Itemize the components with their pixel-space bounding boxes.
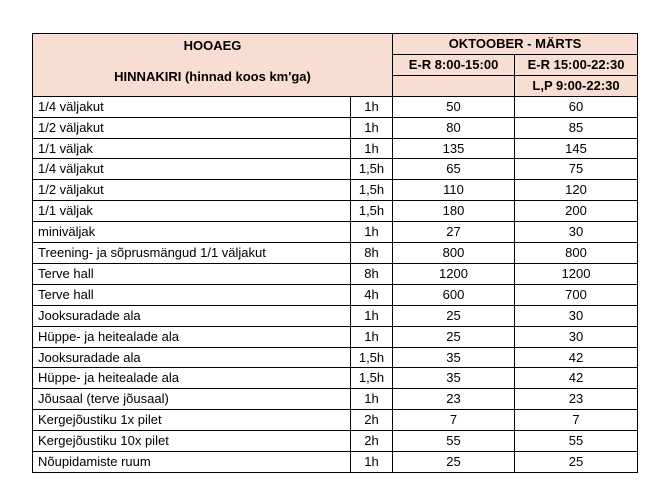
weekday-price-cell: 800 <box>393 243 515 264</box>
item-name-cell: 1/2 väljakut <box>33 117 351 138</box>
evening-hours-header-line2: L,P 9:00-22:30 <box>515 75 638 96</box>
item-name-cell: 1/2 väljakut <box>33 180 351 201</box>
duration-cell: 1h <box>351 138 393 159</box>
table-row <box>33 368 638 389</box>
evening-price-cell: 145 <box>515 138 638 159</box>
evening-price-cell: 120 <box>515 180 638 201</box>
duration-cell: 1h <box>351 389 393 410</box>
duration-cell: 1h <box>351 326 393 347</box>
weekday-price-cell: 65 <box>393 159 515 180</box>
season-label: HOOAEG <box>183 38 242 53</box>
evening-price-cell: 30 <box>515 326 638 347</box>
table-row <box>33 263 638 284</box>
item-name-cell: Terve hall <box>33 263 351 284</box>
evening-price-cell: 60 <box>515 96 638 117</box>
table-row <box>33 201 638 222</box>
season-period: OKTOOBER - MÄRTS <box>393 34 638 55</box>
table-row <box>33 452 638 473</box>
item-name-cell: miniväljak <box>33 222 351 243</box>
weekday-price-cell: 7 <box>393 410 515 431</box>
item-name-cell: Nõupidamiste ruum <box>33 452 351 473</box>
table-row <box>33 117 638 138</box>
header-row <box>33 34 638 55</box>
price-list-title: HINNAKIRI (hinnad koos km'ga) <box>114 69 311 84</box>
weekday-price-cell: 35 <box>393 347 515 368</box>
duration-cell: 1h <box>351 452 393 473</box>
table-row <box>33 326 638 347</box>
table-row <box>33 180 638 201</box>
table-row <box>33 138 638 159</box>
weekday-price-cell: 25 <box>393 305 515 326</box>
weekday-price-cell: 110 <box>393 180 515 201</box>
price-table <box>32 33 638 473</box>
duration-cell: 1h <box>351 117 393 138</box>
weekday-price-cell: 1200 <box>393 263 515 284</box>
header-title-cell <box>33 34 393 97</box>
table-row <box>33 222 638 243</box>
item-name-cell: 1/4 väljakut <box>33 96 351 117</box>
table-row <box>33 431 638 452</box>
evening-price-cell: 200 <box>515 201 638 222</box>
duration-cell: 8h <box>351 243 393 264</box>
item-name-cell: 1/4 väljakut <box>33 159 351 180</box>
weekday-price-cell: 50 <box>393 96 515 117</box>
table-row <box>33 284 638 305</box>
evening-price-cell: 700 <box>515 284 638 305</box>
duration-cell: 1h <box>351 96 393 117</box>
weekday-price-cell: 35 <box>393 368 515 389</box>
weekday-price-cell: 135 <box>393 138 515 159</box>
item-name-cell: Jooksuradade ala <box>33 305 351 326</box>
table-row <box>33 347 638 368</box>
evening-price-cell: 800 <box>515 243 638 264</box>
table-row <box>33 96 638 117</box>
item-name-cell: Kergejõustiku 1x pilet <box>33 410 351 431</box>
item-name-cell: 1/1 väljak <box>33 138 351 159</box>
weekday-price-cell: 25 <box>393 452 515 473</box>
weekday-price-cell: 23 <box>393 389 515 410</box>
weekday-price-cell: 600 <box>393 284 515 305</box>
duration-cell: 8h <box>351 263 393 284</box>
evening-price-cell: 42 <box>515 368 638 389</box>
weekday-price-cell: 27 <box>393 222 515 243</box>
evening-price-cell: 1200 <box>515 263 638 284</box>
table-row <box>33 159 638 180</box>
weekday-hours-header-blank <box>393 75 515 96</box>
duration-cell: 1h <box>351 305 393 326</box>
evening-price-cell: 85 <box>515 117 638 138</box>
evening-price-cell: 30 <box>515 222 638 243</box>
evening-price-cell: 30 <box>515 305 638 326</box>
duration-cell: 2h <box>351 431 393 452</box>
evening-price-cell: 7 <box>515 410 638 431</box>
duration-cell: 1,5h <box>351 180 393 201</box>
duration-cell: 4h <box>351 284 393 305</box>
evening-hours-header-line1: E-R 15:00-22:30 <box>515 54 638 75</box>
duration-cell: 1,5h <box>351 347 393 368</box>
weekday-price-cell: 55 <box>393 431 515 452</box>
item-name-cell: Kergejõustiku 10x pilet <box>33 431 351 452</box>
item-name-cell: 1/1 väljak <box>33 201 351 222</box>
evening-price-cell: 55 <box>515 431 638 452</box>
duration-cell: 1,5h <box>351 159 393 180</box>
item-name-cell: Terve hall <box>33 284 351 305</box>
weekday-price-cell: 80 <box>393 117 515 138</box>
item-name-cell: Jooksuradade ala <box>33 347 351 368</box>
weekday-price-cell: 180 <box>393 201 515 222</box>
evening-price-cell: 42 <box>515 347 638 368</box>
table-row <box>33 389 638 410</box>
table-row <box>33 305 638 326</box>
duration-cell: 1,5h <box>351 201 393 222</box>
item-name-cell: Hüppe- ja heitealade ala <box>33 326 351 347</box>
item-name-cell: Hüppe- ja heitealade ala <box>33 368 351 389</box>
weekday-price-cell: 25 <box>393 326 515 347</box>
weekday-hours-header: E-R 8:00-15:00 <box>393 54 515 75</box>
item-name-cell: Jõusaal (terve jõusaal) <box>33 389 351 410</box>
table-row <box>33 243 638 264</box>
evening-price-cell: 75 <box>515 159 638 180</box>
duration-cell: 1,5h <box>351 368 393 389</box>
table-row <box>33 410 638 431</box>
evening-price-cell: 23 <box>515 389 638 410</box>
item-name-cell: Treening- ja sõprusmängud 1/1 väljakut <box>33 243 351 264</box>
duration-cell: 1h <box>351 222 393 243</box>
duration-cell: 2h <box>351 410 393 431</box>
evening-price-cell: 25 <box>515 452 638 473</box>
